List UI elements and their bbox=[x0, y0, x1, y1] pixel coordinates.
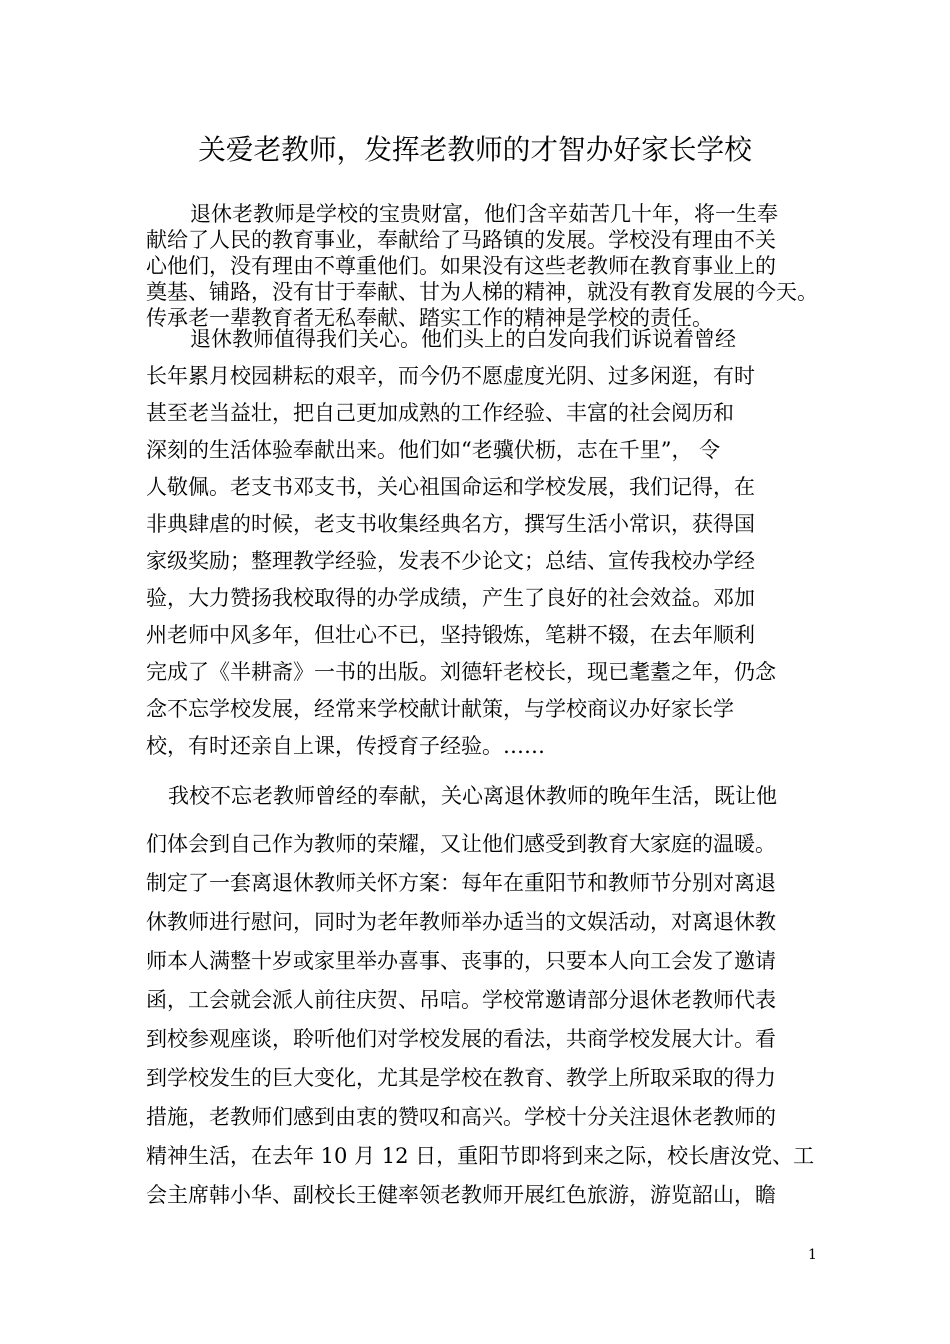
paragraph-line: 献给了人民的教育事业，奉献给了马路镇的发展。学校没有理由不关 bbox=[146, 228, 776, 252]
paragraph-line: 验，大力赞扬我校取得的办学成绩，产生了良好的社会效益。邓加 bbox=[146, 586, 755, 610]
paragraph-line: 退休老教师是学校的宝贵财富，他们含辛茹苦几十年，将一生奉 bbox=[190, 202, 778, 226]
paragraph-line: 完成了《半耕斋》一书的出版。刘德轩老校长，现已耄耋之年，仍念 bbox=[146, 660, 776, 684]
paragraph-line: 甚至老当益壮，把自己更加成熟的工作经验、丰富的社会阅历和 bbox=[146, 401, 734, 425]
paragraph-line: 人敬佩。老支书邓支书，关心祖国命运和学校发展，我们记得，在 bbox=[146, 475, 755, 499]
paragraph-line: 到学校发生的巨大变化，尤其是学校在教育、教学上所取采取的得力 bbox=[146, 1066, 776, 1090]
document-title: 关爱老教师，发挥老教师的才智办好家长学校 bbox=[198, 133, 752, 166]
paragraph-line: 奠基、铺路，没有甘于奉献、甘为人梯的精神，就没有教育发展的今天。 bbox=[146, 280, 818, 304]
paragraph-line: 我校不忘老教师曾经的奉献，关心离退休教师的晚年生活，既让他 bbox=[168, 784, 777, 808]
paragraph-line: 制定了一套离退休教师关怀方案：每年在重阳节和教师节分别对离退 bbox=[146, 871, 776, 895]
paragraph-line: 退休教师值得我们关心。他们头上的白发向我们诉说着曾经 bbox=[190, 327, 736, 351]
paragraph-line: 深刻的生活体验奉献出来。他们如“老骥伏枥，志在千里”， 令 bbox=[146, 438, 721, 462]
paragraph-line: 非典肆虐的时候，老支书收集经典名方，撰写生活小常识，获得国 bbox=[146, 512, 755, 536]
paragraph-line: 传承老一辈教育者无私奉献、踏实工作的精神是学校的责任。 bbox=[146, 306, 713, 330]
paragraph-line: 函，工会就会派人前往庆贺、吊唁。学校常邀请部分退休老教师代表 bbox=[146, 988, 776, 1012]
page-number: 1 bbox=[808, 1247, 817, 1263]
paragraph-line: 州老师中风多年，但壮心不已，坚持锻炼，笔耕不辍，在去年顺利 bbox=[146, 623, 755, 647]
paragraph-line: 到校参观座谈，聆听他们对学校发展的看法，共商学校发展大计。看 bbox=[146, 1027, 776, 1051]
paragraph-line: 精神生活，在去年 10 月 12 日，重阳节即将到来之际，校长唐汝党、工 bbox=[146, 1144, 815, 1168]
paragraph-line: 会主席韩小华、副校长王健率领老教师开展红色旅游，游览韶山，瞻 bbox=[146, 1183, 776, 1207]
paragraph-line: 校，有时还亲自上课，传授育子经验。…… bbox=[146, 734, 545, 758]
paragraph-line: 念不忘学校发展，经常来学校献计献策，与学校商议办好家长学 bbox=[146, 697, 734, 721]
paragraph-line: 措施，老教师们感到由衷的赞叹和高兴。学校十分关注退休老教师的 bbox=[146, 1105, 776, 1129]
paragraph-line: 休教师进行慰问，同时为老年教师举办适当的文娱活动，对离退休教 bbox=[146, 910, 776, 934]
paragraph-line: 心他们，没有理由不尊重他们。如果没有这些老教师在教育事业上的 bbox=[146, 254, 776, 278]
paragraph-line: 师本人满整十岁或家里举办喜事、丧事的，只要本人向工会发了邀请 bbox=[146, 949, 776, 973]
paragraph-line: 长年累月校园耕耘的艰辛，而今仍不愿虚度光阴、过多闲逛，有时 bbox=[146, 364, 755, 388]
paragraph-line: 家级奖励；整理教学经验，发表不少论文；总结、宣传我校办学经 bbox=[146, 549, 755, 573]
paragraph-line: 们体会到自己作为教师的荣耀，又让他们感受到教育大家庭的温暖。 bbox=[146, 832, 776, 856]
